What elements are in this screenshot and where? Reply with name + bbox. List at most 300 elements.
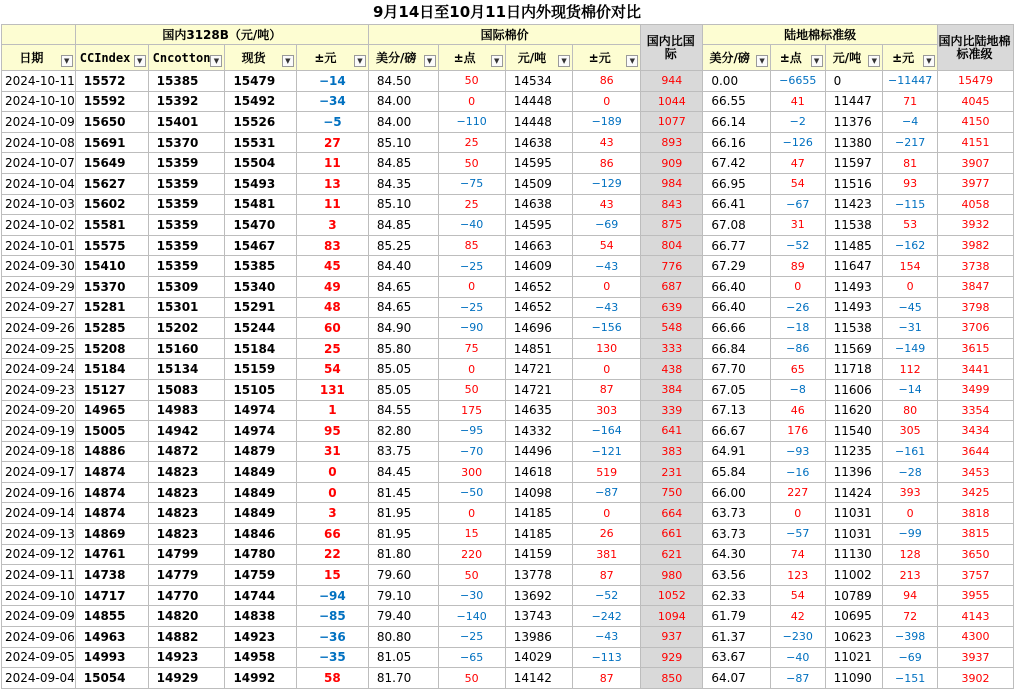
cell-land-yuan[interactable]: 11424 [825,482,883,503]
cell-spot-change[interactable]: 49 [296,276,368,297]
cell-ccindex[interactable]: 15649 [75,153,148,174]
cell-land-cents[interactable]: 64.91 [703,441,771,462]
cell-intl-cents[interactable]: 84.90 [368,318,438,339]
cell-land-yuan-change[interactable]: −398 [883,627,938,648]
cell-land-cents[interactable]: 66.40 [703,276,771,297]
cell-land-cents[interactable]: 61.37 [703,627,771,648]
cell-spot-change[interactable]: −14 [296,71,368,92]
cell-intl-yuan[interactable]: 14638 [505,132,572,153]
cell-intl-cents[interactable]: 84.85 [368,153,438,174]
cell-ratio-land[interactable]: 4058 [938,194,1014,215]
cell-land-cents[interactable]: 63.73 [703,524,771,545]
cell-ccindex[interactable]: 15127 [75,379,148,400]
cell-date[interactable]: 2024-09-17 [2,462,76,483]
cell-ccindex[interactable]: 14869 [75,524,148,545]
cell-land-points[interactable]: 42 [771,606,826,627]
cell-spot-change[interactable]: −35 [296,647,368,668]
cell-land-points[interactable]: −67 [771,194,826,215]
cell-intl-yuan-change[interactable]: −52 [573,585,641,606]
cell-intl-points[interactable]: −70 [438,441,505,462]
cell-land-cents[interactable]: 63.56 [703,565,771,586]
cell-cncotton[interactable]: 15392 [148,91,225,112]
cell-spot-change[interactable]: 48 [296,297,368,318]
cell-ccindex[interactable]: 15285 [75,318,148,339]
cell-spot-change[interactable]: −34 [296,91,368,112]
cell-ratio-land[interactable]: 3354 [938,400,1014,421]
cell-intl-points[interactable]: 0 [438,359,505,380]
cell-intl-points[interactable]: 75 [438,338,505,359]
cell-intl-yuan[interactable]: 14185 [505,503,572,524]
cell-ccindex[interactable]: 15691 [75,132,148,153]
cell-ratio-land[interactable]: 4151 [938,132,1014,153]
cell-spot-change[interactable]: 95 [296,421,368,442]
cell-intl-points[interactable]: 300 [438,462,505,483]
cell-spot-change[interactable]: −36 [296,627,368,648]
cell-cncotton[interactable]: 15359 [148,235,225,256]
cell-land-points[interactable]: −57 [771,524,826,545]
cell-cncotton[interactable]: 15370 [148,132,225,153]
cell-spot-change[interactable]: −85 [296,606,368,627]
cell-land-cents[interactable]: 67.13 [703,400,771,421]
filter-dropdown-icon[interactable]: ▼ [756,55,768,67]
cell-intl-points[interactable]: −95 [438,421,505,442]
cell-date[interactable]: 2024-10-04 [2,173,76,194]
cell-ratio-intl[interactable]: 929 [641,647,703,668]
cell-land-points[interactable]: 31 [771,215,826,236]
cell-spot[interactable]: 15526 [225,112,296,133]
cell-land-cents[interactable]: 66.67 [703,421,771,442]
cell-ccindex[interactable]: 15184 [75,359,148,380]
cell-cncotton[interactable]: 14823 [148,503,225,524]
cell-spot[interactable]: 14849 [225,462,296,483]
cell-land-yuan-change[interactable]: 0 [883,276,938,297]
cell-land-yuan-change[interactable]: −99 [883,524,938,545]
cell-ccindex[interactable]: 15054 [75,668,148,689]
cell-cncotton[interactable]: 15359 [148,153,225,174]
cell-land-yuan-change[interactable]: −45 [883,297,938,318]
cell-date[interactable]: 2024-09-16 [2,482,76,503]
cell-land-cents[interactable]: 63.67 [703,647,771,668]
cell-intl-yuan-change[interactable]: −156 [573,318,641,339]
filter-dropdown-icon[interactable]: ▼ [923,55,935,67]
cell-intl-yuan-change[interactable]: 303 [573,400,641,421]
cell-land-yuan[interactable]: 11090 [825,668,883,689]
cell-spot-change[interactable]: 15 [296,565,368,586]
cell-intl-yuan-change[interactable]: 54 [573,235,641,256]
cell-ratio-land[interactable]: 4143 [938,606,1014,627]
cell-spot-change[interactable]: 3 [296,503,368,524]
cell-cncotton[interactable]: 15401 [148,112,225,133]
cell-intl-yuan-change[interactable]: 519 [573,462,641,483]
cell-cncotton[interactable]: 15359 [148,256,225,277]
cell-date[interactable]: 2024-09-09 [2,606,76,627]
cell-ratio-land[interactable]: 4045 [938,91,1014,112]
cell-cncotton[interactable]: 15301 [148,297,225,318]
cell-spot[interactable]: 14759 [225,565,296,586]
cell-intl-cents[interactable]: 84.00 [368,91,438,112]
cell-intl-points[interactable]: 85 [438,235,505,256]
cell-land-yuan-change[interactable]: −151 [883,668,938,689]
cell-land-yuan-change[interactable]: 393 [883,482,938,503]
cell-intl-cents[interactable]: 79.60 [368,565,438,586]
filter-dropdown-icon[interactable]: ▼ [134,55,146,67]
cell-intl-cents[interactable]: 85.25 [368,235,438,256]
filter-dropdown-icon[interactable]: ▼ [491,55,503,67]
cell-intl-yuan-change[interactable]: 26 [573,524,641,545]
cell-land-points[interactable]: 41 [771,91,826,112]
cell-intl-yuan-change[interactable]: 43 [573,132,641,153]
cell-land-yuan[interactable]: 11130 [825,544,883,565]
cell-date[interactable]: 2024-10-10 [2,91,76,112]
cell-date[interactable]: 2024-09-23 [2,379,76,400]
cell-land-yuan[interactable]: 11493 [825,276,883,297]
cell-ratio-intl[interactable]: 875 [641,215,703,236]
cell-ratio-intl[interactable]: 750 [641,482,703,503]
cell-land-yuan[interactable]: 11597 [825,153,883,174]
cell-ratio-land[interactable]: 3434 [938,421,1014,442]
cell-land-yuan[interactable]: 11235 [825,441,883,462]
cell-intl-yuan-change[interactable]: −189 [573,112,641,133]
cell-spot-change[interactable]: 25 [296,338,368,359]
cell-land-points[interactable]: −6655 [771,71,826,92]
cell-spot-change[interactable]: 58 [296,668,368,689]
cell-land-cents[interactable]: 66.14 [703,112,771,133]
cell-land-yuan[interactable]: 11485 [825,235,883,256]
cell-land-yuan-change[interactable]: −161 [883,441,938,462]
cell-intl-cents[interactable]: 81.95 [368,503,438,524]
cell-ccindex[interactable]: 14965 [75,400,148,421]
cell-cncotton[interactable]: 15385 [148,71,225,92]
cell-land-yuan-change[interactable]: 53 [883,215,938,236]
cell-ratio-land[interactable]: 3955 [938,585,1014,606]
cell-land-yuan[interactable]: 11380 [825,132,883,153]
cell-intl-points[interactable]: −50 [438,482,505,503]
cell-intl-yuan-change[interactable]: −164 [573,421,641,442]
cell-land-yuan-change[interactable]: −162 [883,235,938,256]
cell-land-points[interactable]: −40 [771,647,826,668]
cell-date[interactable]: 2024-09-29 [2,276,76,297]
cell-ratio-intl[interactable]: 944 [641,71,703,92]
cell-land-points[interactable]: −26 [771,297,826,318]
cell-land-points[interactable]: −126 [771,132,826,153]
cell-intl-points[interactable]: −140 [438,606,505,627]
cell-spot-change[interactable]: 13 [296,173,368,194]
cell-land-yuan[interactable]: 11447 [825,91,883,112]
cell-ratio-intl[interactable]: 548 [641,318,703,339]
cell-intl-yuan[interactable]: 14595 [505,153,572,174]
cell-ratio-land[interactable]: 3644 [938,441,1014,462]
cell-land-yuan[interactable]: 11376 [825,112,883,133]
cell-land-points[interactable]: −52 [771,235,826,256]
cell-land-yuan[interactable]: 11031 [825,524,883,545]
cell-land-points[interactable]: −86 [771,338,826,359]
cell-ccindex[interactable]: 15581 [75,215,148,236]
cell-intl-points[interactable]: −30 [438,585,505,606]
cell-intl-yuan[interactable]: 14851 [505,338,572,359]
cell-spot-change[interactable]: 60 [296,318,368,339]
cell-intl-yuan[interactable]: 14638 [505,194,572,215]
cell-ratio-intl[interactable]: 438 [641,359,703,380]
cell-land-cents[interactable]: 66.16 [703,132,771,153]
cell-intl-points[interactable]: −65 [438,647,505,668]
cell-intl-points[interactable]: 220 [438,544,505,565]
cell-intl-yuan-change[interactable]: 87 [573,565,641,586]
cell-land-cents[interactable]: 67.05 [703,379,771,400]
cell-ccindex[interactable]: 15592 [75,91,148,112]
cell-intl-cents[interactable]: 85.05 [368,379,438,400]
cell-spot[interactable]: 15479 [225,71,296,92]
cell-land-yuan[interactable]: 11620 [825,400,883,421]
cell-ratio-land[interactable]: 3818 [938,503,1014,524]
cell-cncotton[interactable]: 15160 [148,338,225,359]
cell-date[interactable]: 2024-09-20 [2,400,76,421]
cell-land-yuan-change[interactable]: −149 [883,338,938,359]
cell-land-cents[interactable]: 67.29 [703,256,771,277]
cell-land-yuan[interactable]: 11540 [825,421,883,442]
cell-intl-cents[interactable]: 81.05 [368,647,438,668]
cell-ccindex[interactable]: 15575 [75,235,148,256]
cell-ratio-intl[interactable]: 1094 [641,606,703,627]
cell-spot-change[interactable]: 54 [296,359,368,380]
cell-intl-yuan[interactable]: 13778 [505,565,572,586]
cell-spot-change[interactable]: 45 [296,256,368,277]
cell-cncotton[interactable]: 15134 [148,359,225,380]
cell-intl-points[interactable]: 0 [438,276,505,297]
cell-intl-yuan[interactable]: 14595 [505,215,572,236]
cell-intl-yuan-change[interactable]: 0 [573,359,641,380]
cell-intl-yuan-change[interactable]: 0 [573,503,641,524]
cell-spot-change[interactable]: 0 [296,462,368,483]
cell-intl-yuan-change[interactable]: 87 [573,379,641,400]
cell-cncotton[interactable]: 14983 [148,400,225,421]
cell-land-yuan[interactable]: 11021 [825,647,883,668]
cell-ratio-intl[interactable]: 664 [641,503,703,524]
cell-intl-yuan[interactable]: 14534 [505,71,572,92]
cell-land-yuan-change[interactable]: −14 [883,379,938,400]
cell-intl-points[interactable]: 50 [438,565,505,586]
cell-land-yuan-change[interactable]: 72 [883,606,938,627]
cell-intl-points[interactable]: −25 [438,297,505,318]
cell-land-yuan-change[interactable]: −31 [883,318,938,339]
cell-spot[interactable]: 14923 [225,627,296,648]
cell-ccindex[interactable]: 14886 [75,441,148,462]
filter-dropdown-icon[interactable]: ▼ [868,55,880,67]
cell-spot[interactable]: 15470 [225,215,296,236]
cell-cncotton[interactable]: 14779 [148,565,225,586]
cell-land-cents[interactable]: 66.95 [703,173,771,194]
cell-land-points[interactable]: 0 [771,503,826,524]
cell-ratio-land[interactable]: 3977 [938,173,1014,194]
cell-spot-change[interactable]: 3 [296,215,368,236]
cell-intl-yuan[interactable]: 14609 [505,256,572,277]
cell-land-points[interactable]: −18 [771,318,826,339]
cell-intl-yuan-change[interactable]: −43 [573,627,641,648]
cell-intl-points[interactable]: −90 [438,318,505,339]
cell-land-yuan-change[interactable]: 93 [883,173,938,194]
cell-ratio-land[interactable]: 3937 [938,647,1014,668]
cell-intl-points[interactable]: 50 [438,668,505,689]
cell-intl-points[interactable]: 25 [438,194,505,215]
cell-ratio-intl[interactable]: 687 [641,276,703,297]
cell-intl-cents[interactable]: 85.80 [368,338,438,359]
cell-ccindex[interactable]: 15572 [75,71,148,92]
cell-date[interactable]: 2024-09-10 [2,585,76,606]
cell-ratio-land[interactable]: 3815 [938,524,1014,545]
cell-spot[interactable]: 14849 [225,482,296,503]
cell-land-yuan[interactable]: 10623 [825,627,883,648]
cell-ccindex[interactable]: 14738 [75,565,148,586]
cell-land-points[interactable]: −93 [771,441,826,462]
cell-ratio-land[interactable]: 4300 [938,627,1014,648]
cell-spot[interactable]: 15159 [225,359,296,380]
cell-land-yuan[interactable]: 10695 [825,606,883,627]
cell-spot[interactable]: 15467 [225,235,296,256]
filter-dropdown-icon[interactable]: ▼ [354,55,366,67]
filter-dropdown-icon[interactable]: ▼ [61,55,73,67]
cell-spot[interactable]: 15493 [225,173,296,194]
cell-cncotton[interactable]: 14882 [148,627,225,648]
cell-intl-points[interactable]: 15 [438,524,505,545]
cell-intl-cents[interactable]: 79.40 [368,606,438,627]
cell-ratio-intl[interactable]: 339 [641,400,703,421]
cell-ccindex[interactable]: 15281 [75,297,148,318]
cell-land-yuan-change[interactable]: 94 [883,585,938,606]
cell-spot-change[interactable]: 131 [296,379,368,400]
cell-land-yuan-change[interactable]: −115 [883,194,938,215]
cell-intl-cents[interactable]: 84.65 [368,276,438,297]
cell-ccindex[interactable]: 14761 [75,544,148,565]
cell-intl-yuan-change[interactable]: 381 [573,544,641,565]
cell-intl-points[interactable]: 0 [438,503,505,524]
cell-ratio-intl[interactable]: 850 [641,668,703,689]
cell-date[interactable]: 2024-09-12 [2,544,76,565]
cell-land-yuan[interactable]: 11396 [825,462,883,483]
cell-cncotton[interactable]: 14799 [148,544,225,565]
cell-land-cents[interactable]: 63.73 [703,503,771,524]
filter-dropdown-icon[interactable]: ▼ [424,55,436,67]
cell-intl-points[interactable]: −25 [438,627,505,648]
cell-ccindex[interactable]: 14717 [75,585,148,606]
cell-intl-yuan-change[interactable]: 87 [573,668,641,689]
cell-land-cents[interactable]: 66.66 [703,318,771,339]
cell-land-points[interactable]: −230 [771,627,826,648]
cell-spot[interactable]: 15105 [225,379,296,400]
filter-dropdown-icon[interactable]: ▼ [282,55,294,67]
cell-ratio-land[interactable]: 3798 [938,297,1014,318]
cell-ratio-land[interactable]: 3650 [938,544,1014,565]
cell-ratio-land[interactable]: 3453 [938,462,1014,483]
cell-land-points[interactable]: 0 [771,276,826,297]
cell-spot-change[interactable]: 1 [296,400,368,421]
cell-land-points[interactable]: −2 [771,112,826,133]
cell-intl-cents[interactable]: 84.85 [368,215,438,236]
cell-ratio-intl[interactable]: 621 [641,544,703,565]
cell-land-points[interactable]: −16 [771,462,826,483]
cell-spot[interactable]: 14879 [225,441,296,462]
cell-land-yuan[interactable]: 0 [825,71,883,92]
cell-cncotton[interactable]: 14929 [148,668,225,689]
cell-intl-yuan[interactable]: 13692 [505,585,572,606]
cell-intl-yuan-change[interactable]: −242 [573,606,641,627]
cell-intl-points[interactable]: −25 [438,256,505,277]
cell-ratio-land[interactable]: 3907 [938,153,1014,174]
cell-ratio-intl[interactable]: 641 [641,421,703,442]
cell-intl-yuan-change[interactable]: 0 [573,91,641,112]
cell-land-yuan[interactable]: 11569 [825,338,883,359]
cell-intl-yuan-change[interactable]: −69 [573,215,641,236]
cell-land-points[interactable]: 227 [771,482,826,503]
cell-spot[interactable]: 15504 [225,153,296,174]
cell-land-cents[interactable]: 61.79 [703,606,771,627]
cell-intl-yuan[interactable]: 14652 [505,276,572,297]
cell-date[interactable]: 2024-09-11 [2,565,76,586]
cell-land-yuan[interactable]: 11516 [825,173,883,194]
cell-spot[interactable]: 14974 [225,400,296,421]
cell-date[interactable]: 2024-09-05 [2,647,76,668]
cell-ccindex[interactable]: 15650 [75,112,148,133]
cell-land-cents[interactable]: 66.55 [703,91,771,112]
cell-ratio-land[interactable]: 3847 [938,276,1014,297]
cell-land-yuan-change[interactable]: 80 [883,400,938,421]
cell-intl-yuan-change[interactable]: 130 [573,338,641,359]
cell-spot-change[interactable]: −94 [296,585,368,606]
cell-ratio-land[interactable]: 3982 [938,235,1014,256]
cell-ccindex[interactable]: 15208 [75,338,148,359]
cell-land-cents[interactable]: 67.70 [703,359,771,380]
cell-intl-yuan[interactable]: 14185 [505,524,572,545]
cell-intl-cents[interactable]: 85.10 [368,194,438,215]
cell-intl-cents[interactable]: 81.80 [368,544,438,565]
cell-intl-yuan[interactable]: 14721 [505,359,572,380]
cell-ratio-intl[interactable]: 383 [641,441,703,462]
cell-land-yuan[interactable]: 11538 [825,318,883,339]
cell-date[interactable]: 2024-10-01 [2,235,76,256]
cell-intl-points[interactable]: 50 [438,153,505,174]
cell-land-cents[interactable]: 0.00 [703,71,771,92]
cell-ratio-land[interactable]: 4150 [938,112,1014,133]
cell-spot-change[interactable]: 11 [296,153,368,174]
cell-intl-cents[interactable]: 80.80 [368,627,438,648]
cell-ratio-intl[interactable]: 909 [641,153,703,174]
cell-intl-yuan[interactable]: 13743 [505,606,572,627]
cell-date[interactable]: 2024-10-07 [2,153,76,174]
cell-cncotton[interactable]: 14823 [148,462,225,483]
cell-land-yuan-change[interactable]: 154 [883,256,938,277]
cell-intl-yuan-change[interactable]: −43 [573,297,641,318]
cell-ratio-intl[interactable]: 1052 [641,585,703,606]
cell-ccindex[interactable]: 15410 [75,256,148,277]
cell-ratio-intl[interactable]: 937 [641,627,703,648]
cell-intl-cents[interactable]: 81.95 [368,524,438,545]
cell-intl-yuan-change[interactable]: 0 [573,276,641,297]
cell-spot[interactable]: 15531 [225,132,296,153]
cell-land-points[interactable]: 54 [771,585,826,606]
cell-ratio-intl[interactable]: 333 [641,338,703,359]
cell-land-yuan-change[interactable]: 213 [883,565,938,586]
cell-intl-points[interactable]: 50 [438,379,505,400]
cell-intl-yuan[interactable]: 14029 [505,647,572,668]
cell-ccindex[interactable]: 14993 [75,647,148,668]
cell-intl-yuan[interactable]: 13986 [505,627,572,648]
cell-land-yuan-change[interactable]: 305 [883,421,938,442]
cell-intl-yuan-change[interactable]: −113 [573,647,641,668]
cell-intl-yuan-change[interactable]: −43 [573,256,641,277]
cell-intl-cents[interactable]: 84.35 [368,173,438,194]
cell-land-yuan[interactable]: 11718 [825,359,883,380]
cell-cncotton[interactable]: 14923 [148,647,225,668]
cell-intl-yuan[interactable]: 14663 [505,235,572,256]
cell-spot[interactable]: 15481 [225,194,296,215]
